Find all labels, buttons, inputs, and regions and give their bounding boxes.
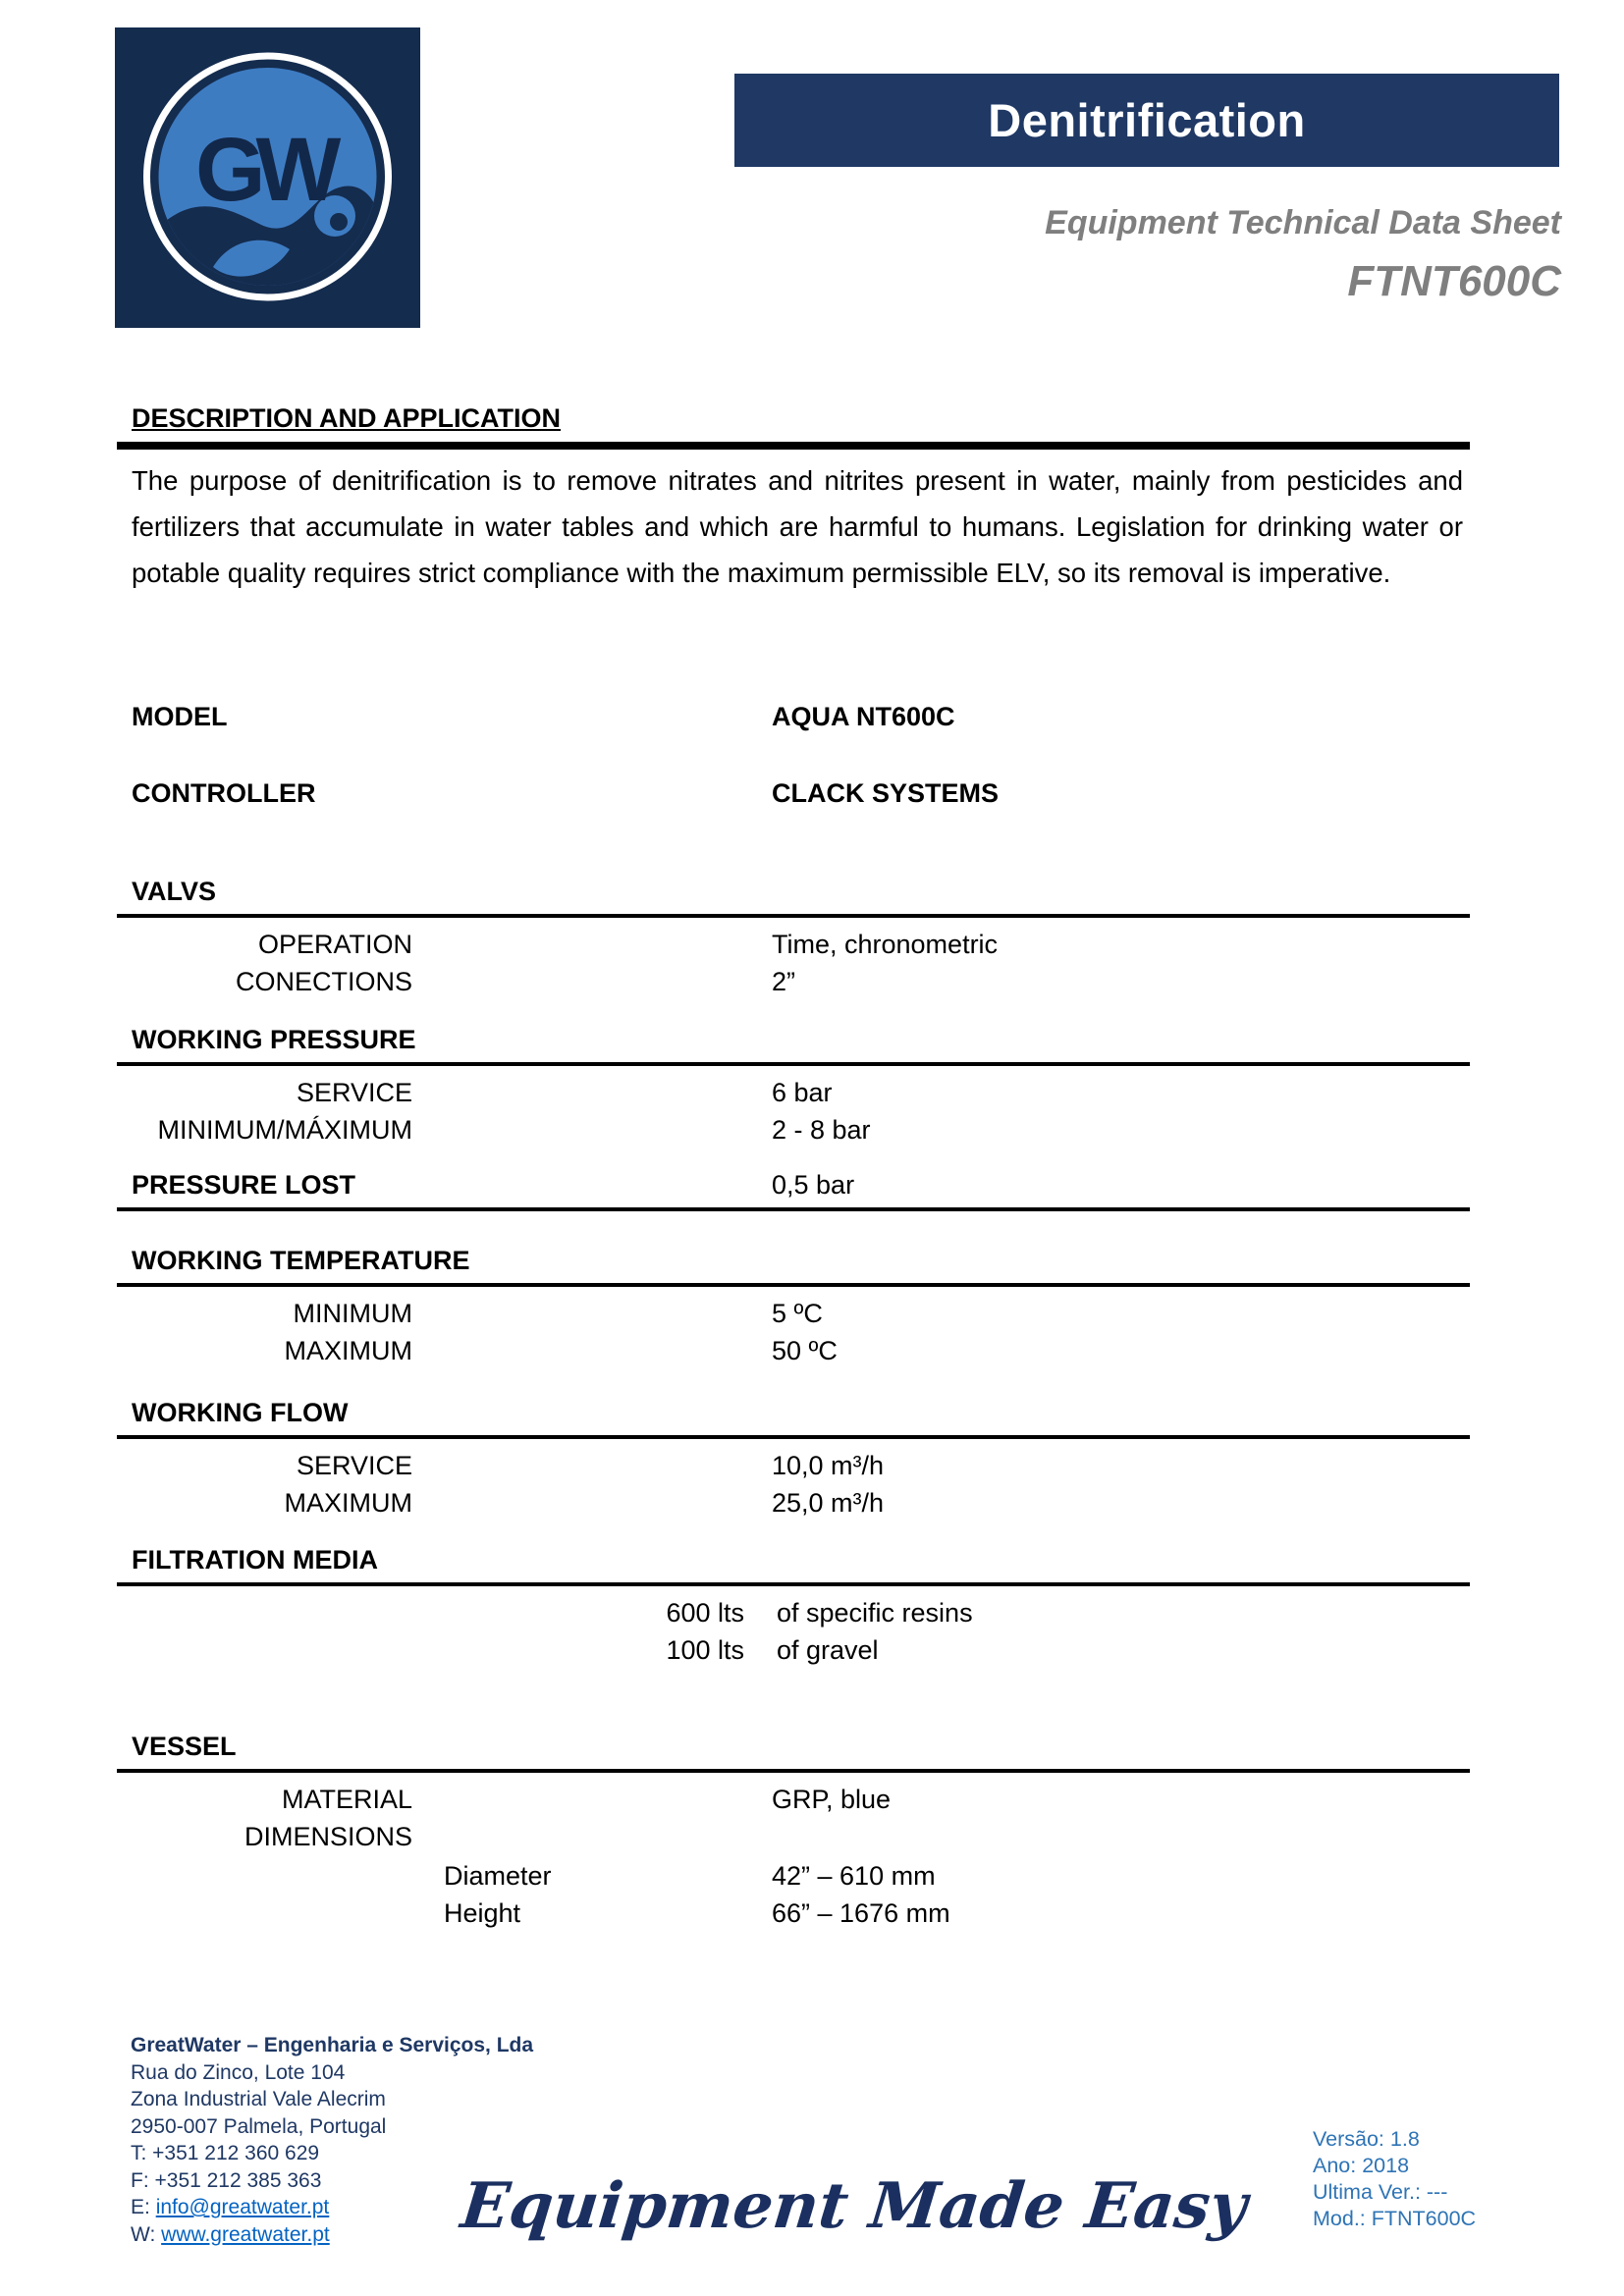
- spec-row: [117, 1297, 1470, 1334]
- controller-row: [117, 776, 1470, 810]
- spec-row: [117, 965, 1470, 1002]
- dimension-rows: [117, 1859, 1470, 1934]
- description-heading-text: DESCRIPTION AND APPLICATION: [132, 403, 562, 433]
- page-title: Denitrification: [734, 74, 1559, 167]
- section-pressure-lost: [117, 1168, 1470, 1211]
- section-title-row: [117, 1168, 1470, 1211]
- dimension-label: Diameter: [444, 1861, 552, 1891]
- material-value: GRP, blue: [772, 1785, 892, 1814]
- section-rows: [117, 1586, 1470, 1671]
- fax-line: F: +351 212 385 363: [131, 2168, 322, 2192]
- greatwater-logo-icon: [115, 27, 420, 328]
- spec-row: [117, 1449, 1470, 1486]
- dimension-value: 42” – 610 mm: [772, 1861, 936, 1891]
- spec-label: SERVICE: [296, 1451, 412, 1480]
- spec-label: SERVICE: [296, 1078, 412, 1107]
- section-rows: [117, 918, 1470, 1002]
- website-prefix: W:: [131, 2222, 162, 2246]
- section-title: FILTRATION MEDIA: [117, 1543, 1470, 1586]
- mod-line: Mod.: FTNT600C: [1313, 2207, 1477, 2230]
- version-line: Versão: 1.8: [1313, 2127, 1420, 2151]
- controller-label: CONTROLLER: [132, 778, 316, 808]
- spec-label: CONECTIONS: [235, 967, 412, 996]
- description-heading: [117, 401, 1470, 450]
- dimension-value: 66” – 1676 mm: [772, 1898, 950, 1928]
- last-version-line: Ultima Ver.: ---: [1313, 2180, 1448, 2204]
- section-working-pressure: [117, 1023, 1470, 1150]
- media-quantity: 600 lts: [666, 1598, 744, 1628]
- section-valvs: [117, 875, 1470, 1002]
- media-quantity: 100 lts: [666, 1635, 744, 1665]
- section-filtration-media: [117, 1543, 1470, 1671]
- spec-label: OPERATION: [257, 930, 412, 959]
- address-line: 2950-007 Palmela, Portugal: [131, 2114, 387, 2138]
- spec-value: 10,0 m³/h: [772, 1451, 885, 1480]
- spec-label: MAXIMUM: [284, 1488, 412, 1518]
- address-line: Zona Industrial Vale Alecrim: [131, 2088, 386, 2110]
- spec-row: [117, 1486, 1470, 1523]
- spec-label: MINIMUM/MÁXIMUM: [157, 1115, 412, 1145]
- spec-label: MAXIMUM: [284, 1336, 412, 1365]
- dimension-label: Height: [444, 1898, 521, 1928]
- dimension-row: [117, 1859, 1470, 1896]
- address-line: Rua do Zinco, Lote 104: [131, 2060, 346, 2084]
- spec-row: [117, 1334, 1470, 1371]
- media-row: [117, 1633, 1470, 1671]
- section-vessel: [117, 1730, 1470, 1934]
- spec-row: [117, 1783, 1470, 1820]
- email-link[interactable]: info@greatwater.pt: [155, 2196, 330, 2218]
- spec-value: 2”: [772, 967, 796, 996]
- material-label: MATERIAL: [281, 1785, 412, 1814]
- section-rows: [117, 1773, 1470, 1934]
- model-label: MODEL: [132, 702, 228, 731]
- model-value: AQUA NT600C: [772, 702, 955, 731]
- spec-value: 0,5 bar: [772, 1170, 855, 1200]
- spec-value: Time, chronometric: [772, 930, 999, 959]
- spec-value: 2 - 8 bar: [772, 1115, 871, 1145]
- section-working-temperature: [117, 1244, 1470, 1371]
- email-prefix: E:: [131, 2196, 156, 2218]
- media-row: [117, 1596, 1470, 1633]
- spec-value: 5 ºC: [772, 1299, 823, 1328]
- media-description: of specific resins: [777, 1598, 973, 1628]
- section-rows: [117, 1439, 1470, 1523]
- section-rows: [117, 1066, 1470, 1150]
- version-info-block: [1313, 2126, 1476, 2232]
- section-title: WORKING TEMPERATURE: [117, 1244, 1470, 1287]
- slogan-script: Equipment Made Easy: [458, 2169, 1251, 2243]
- phone-line: T: +351 212 360 629: [131, 2142, 320, 2164]
- section-title: VALVS: [117, 875, 1470, 918]
- website-link[interactable]: www.greatwater.pt: [161, 2222, 330, 2246]
- controller-value: CLACK SYSTEMS: [772, 778, 1000, 808]
- section-working-flow: [117, 1396, 1470, 1523]
- section-title: WORKING FLOW: [117, 1396, 1470, 1439]
- company-name: GreatWater – Engenharia e Serviços, Lda: [131, 2034, 534, 2056]
- spec-row: [117, 1113, 1470, 1150]
- spec-value: 6 bar: [772, 1078, 833, 1107]
- spec-row: [117, 1076, 1470, 1113]
- model-code: FTNT600C: [1347, 257, 1561, 305]
- dimensions-label: DIMENSIONS: [244, 1822, 412, 1851]
- section-title: VESSEL: [117, 1730, 1470, 1773]
- section-title: WORKING PRESSURE: [117, 1023, 1470, 1066]
- media-description: of gravel: [777, 1635, 879, 1665]
- spec-row: [117, 928, 1470, 965]
- year-line: Ano: 2018: [1313, 2154, 1410, 2177]
- spec-value: 50 ºC: [772, 1336, 838, 1365]
- spec-row: [117, 1820, 1470, 1857]
- model-row: [117, 700, 1470, 733]
- spec-value: 25,0 m³/h: [772, 1488, 885, 1518]
- description-paragraph: The purpose of denitrification is to remove nitrates and nitrites present in water, mainly from pesticides and fertilizers that accumulate in water tables and which are harmful to humans. Legislation for drinking water or potable quality requires strict compliance with the maximum permissible ELV, so its removal is imperative.: [132, 465, 1463, 588]
- document-subtitle: Equipment Technical Data Sheet: [1045, 204, 1561, 241]
- greatwater-logo: [115, 27, 420, 328]
- section-title: PRESSURE LOST: [132, 1170, 356, 1200]
- spec-label: MINIMUM: [293, 1299, 412, 1328]
- section-rows: [117, 1287, 1470, 1371]
- dimension-row: [117, 1896, 1470, 1934]
- gw-monogram: GW: [195, 120, 332, 220]
